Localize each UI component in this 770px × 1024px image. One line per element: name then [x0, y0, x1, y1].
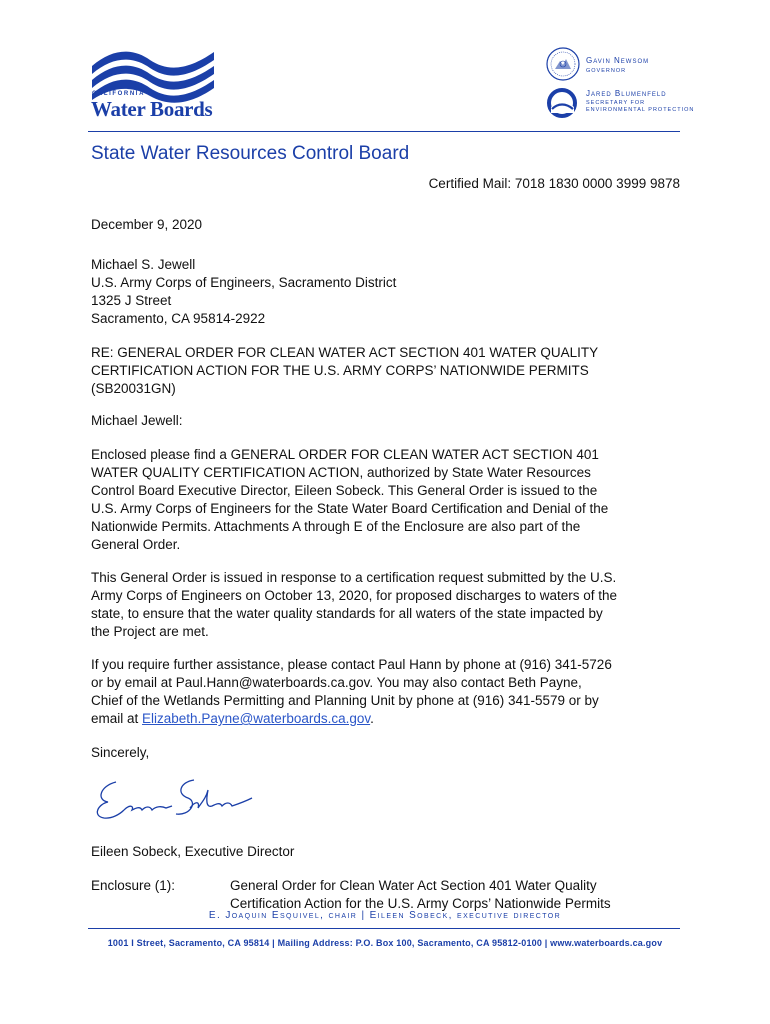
paragraph-line: the Project are met. [91, 624, 209, 639]
paragraph-line: state, to ensure that the water quality standards for all waters of the state impacted by [91, 606, 603, 621]
paragraph-line: If you require further assistance, please contact Paul Hann by phone at (916) 341-5726 [91, 657, 612, 672]
state-seal-icon [545, 46, 581, 82]
secretary-title-line-2: ENVIRONMENTAL PROTECTION [586, 107, 695, 113]
signature-image [90, 776, 260, 824]
recipient-line: Sacramento, CA 95814-2922 [91, 311, 266, 326]
signer-name-title: Eileen Sobeck, Executive Director [91, 844, 295, 859]
calepa-logo-icon [546, 87, 578, 119]
letterhead-divider [88, 131, 680, 132]
footer-officers: E. Joaquin Esquivel, chair | Eileen Sobeck, executive director [208, 910, 562, 921]
footer-address: 1001 I Street, Sacramento, CA 95814 | Mailing Address: P.O. Box 100, Sacramento, CA 95812-0100 | www.waterboards.ca.gov [107, 938, 663, 948]
email-prefix: email at [91, 711, 143, 726]
recipient-line: U.S. Army Corps of Engineers, Sacramento District [91, 275, 397, 290]
subject-line [91, 344, 681, 398]
paragraph-line: WATER QUALITY CERTIFICATION ACTION, authorized by State Water Resources [91, 465, 591, 480]
paragraph-line: Enclosed please find a GENERAL ORDER FOR CLEAN WATER ACT SECTION 401 [91, 447, 599, 462]
secretary-title-line-1: SECRETARY FOR [586, 100, 646, 106]
enclosure-line-2: Certification Action for the U.S. Army Corps’ Nationwide Permits [230, 896, 611, 911]
paragraph-request [91, 569, 681, 641]
secretary-name: Jared Blumenfeld [586, 89, 667, 98]
subject-line-2: CERTIFICATION ACTION FOR THE U.S. ARMY CORPS’ NATIONWIDE PERMITS [91, 363, 589, 378]
salutation: Michael Jewell: [91, 413, 183, 428]
closing: Sincerely, [91, 745, 150, 760]
letter-date: December 9, 2020 [91, 217, 203, 232]
paragraph-line [91, 710, 681, 728]
enclosure-label: Enclosure (1): [91, 878, 176, 893]
enclosure-description [230, 877, 680, 913]
enclosure-line-1: General Order for Clean Water Act Section 401 Water Quality [230, 878, 597, 893]
paragraph-line: Nationwide Permits. Attachments A through E of the Enclosure are also part of the [91, 519, 581, 534]
paragraph-line: Control Board Executive Director, Eileen Sobeck. This General Order is issued to the [91, 483, 598, 498]
footer-divider [88, 928, 680, 929]
logo-state-label: CALIFORNIA [92, 91, 145, 97]
paragraph-contact [91, 656, 681, 728]
paragraph-enclosure [91, 446, 681, 554]
contact-email-link[interactable]: Elizabeth.Payne@waterboards.ca.gov [142, 711, 371, 726]
subject-line-3: (SB20031GN) [91, 381, 176, 396]
paragraph-line: This General Order is issued in response to a certification request submitted by the U.S. [91, 570, 617, 585]
governor-title: GOVERNOR [586, 68, 627, 74]
governor-name: Gavin Newsom [586, 56, 650, 65]
certified-mail-number: Certified Mail: 7018 1830 0000 3999 9878 [428, 176, 680, 191]
paragraph-line: General Order. [91, 537, 181, 552]
subject-line-1: RE: GENERAL ORDER FOR CLEAN WATER ACT SECTION 401 WATER QUALITY [91, 345, 599, 360]
paragraph-line: U.S. Army Corps of Engineers for the State Water Board Certification and Denial of the [91, 501, 609, 516]
recipient-address [91, 256, 681, 328]
board-name: State Water Resources Control Board [91, 143, 410, 164]
logo-title: Water Boards [91, 97, 213, 121]
email-suffix: . [370, 711, 374, 726]
recipient-line: Michael S. Jewell [91, 257, 196, 272]
paragraph-line: Army Corps of Engineers on October 13, 2020, for proposed discharges to waters of the [91, 588, 618, 603]
recipient-line: 1325 J Street [91, 293, 172, 308]
paragraph-line: Chief of the Wetlands Permitting and Planning Unit by phone at (916) 341-5579 or by [91, 693, 599, 708]
paragraph-line: or by email at Paul.Hann@waterboards.ca.gov. You may also contact Beth Payne, [91, 675, 582, 690]
